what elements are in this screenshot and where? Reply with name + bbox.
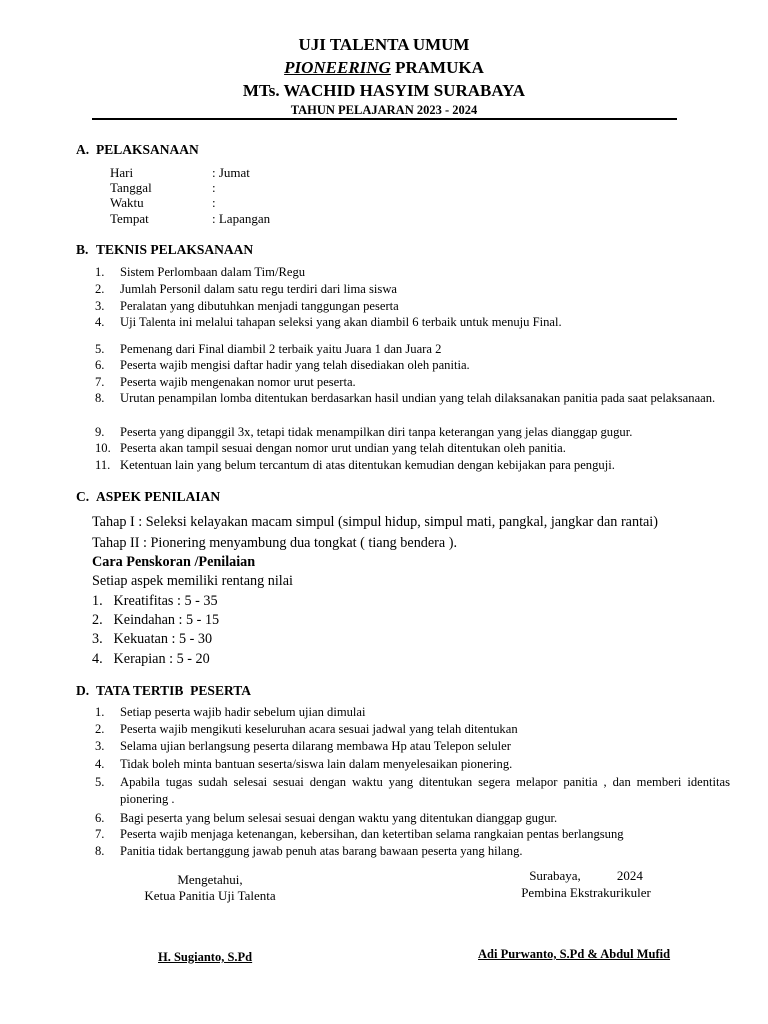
item-number: 3. <box>95 739 105 753</box>
aspect-text: Kekuatan : 5 - 30 <box>113 631 213 647</box>
item-text: Peserta yang dipanggil 3x, tetapi tidak menampilkan diri tanpa keterangan yang jelas dianggap gugur. <box>120 425 633 439</box>
aspect-number: 2. <box>92 612 103 628</box>
item-text: Bagi peserta yang belum selesai sesuai dengan waktu yang ditentukan dianggap gugur. <box>120 811 558 825</box>
item-number: 8. <box>95 391 105 405</box>
item-number: 3. <box>95 299 105 313</box>
aspect-item <box>92 631 212 648</box>
aspect-text: Kreatifitas : 5 - 35 <box>113 593 218 609</box>
item-text: Jumlah Personil dalam satu regu terdiri dari lima siswa <box>120 282 398 296</box>
item-text: Setiap peserta wajib hadir sebelum ujian dimulai <box>120 705 366 719</box>
list-item <box>95 704 730 721</box>
subtitle-italic: PIONEERING <box>284 58 391 77</box>
item-text: Peserta wajib mengisi daftar hadir yang telah disediakan oleh panitia. <box>120 358 470 372</box>
sig-right-line1 <box>486 868 686 884</box>
doc-title: UJI TALENTA UMUM <box>298 35 470 54</box>
aspect-text: Keindahan : 5 - 15 <box>113 612 220 628</box>
doc-subtitle <box>0 58 768 78</box>
row-value-hari: : Jumat <box>212 165 250 180</box>
list-item <box>95 826 730 843</box>
item-number: 5. <box>95 775 105 789</box>
item-text: Peserta wajib mengikuti keseluruhan acara sesuai jadwal yang telah ditentukan <box>120 722 518 736</box>
section-b-letter: B. <box>76 242 89 257</box>
school-name: MTs. WACHID HASYIM SURABAYA <box>242 81 526 100</box>
row-label-tempat: Tempat <box>110 211 149 226</box>
item-text: Apabila tugas sudah selesai sesuai dengan waktu yang ditentukan segera melapor panitia , dan memberi identitas pionering . <box>120 775 730 806</box>
header-rule <box>92 118 677 120</box>
section-c-letter: C. <box>76 489 90 504</box>
item-number: 10. <box>95 441 111 455</box>
section-c-heading <box>76 489 220 505</box>
sig-left-name: H. Sugianto, S.Pd <box>158 950 253 964</box>
row-label-tanggal: Tanggal <box>110 180 152 195</box>
list-item <box>95 264 730 281</box>
section-d-letter: D. <box>76 683 90 698</box>
aspect-item <box>92 651 210 668</box>
item-text: Peserta wajib menjaga ketenangan, kebersihan, dan ketertiban selama rangkaian pentas berlangsung <box>120 827 624 841</box>
list-item <box>95 424 730 441</box>
item-number: 4. <box>95 757 105 771</box>
sig-left-line2: Ketua Panitia Uji Talenta <box>144 888 276 903</box>
list-item <box>95 314 730 331</box>
section-c-title: ASPEK PENILAIAN <box>96 489 221 504</box>
item-text: Tidak boleh minta bantuan seserta/siswa lain dalam menyelesaikan pionering. <box>120 757 513 771</box>
row-label-hari: Hari <box>110 165 134 180</box>
tahap-2: Tahap II : Pionering menyambung dua tongkat ( tiang bendera ). <box>92 535 458 551</box>
item-number: 8. <box>95 844 105 858</box>
item-number: 7. <box>95 375 105 389</box>
section-a-title: PELAKSANAAN <box>96 142 199 157</box>
list-item <box>95 843 730 860</box>
list-item <box>95 721 730 738</box>
item-text: Sistem Perlombaan dalam Tim/Regu <box>120 265 306 279</box>
aspect-item <box>92 593 218 610</box>
aspect-number: 1. <box>92 593 103 609</box>
list-item <box>95 738 730 755</box>
list-item <box>95 390 730 407</box>
section-b-heading <box>76 242 253 258</box>
item-number: 1. <box>95 705 105 719</box>
sig-place: Surabaya, <box>529 868 581 883</box>
item-text: Selama ujian berlangsung peserta dilarang membawa Hp atau Telepon seluler <box>120 739 511 753</box>
list-item <box>95 457 730 474</box>
aspect-number: 3. <box>92 631 103 647</box>
list-item <box>95 810 730 827</box>
item-number: 9. <box>95 425 105 439</box>
sig-year: 2024 <box>616 868 643 883</box>
subtitle-rest: PRAMUKA <box>390 58 484 77</box>
item-text: Panitia tidak bertanggung jawab penuh atas barang bawaan peserta yang hilang. <box>120 844 523 858</box>
item-text: Peserta akan tampil sesuai dengan nomor urut undian yang telah ditentukan oleh panitia. <box>120 441 566 455</box>
sig-right-line2: Pembina Ekstrakurikuler <box>521 885 651 900</box>
item-text: Ketentuan lain yang belum tercantum di atas ditentukan kemudian dengan kebijakan para penguji. <box>120 458 615 472</box>
list-item <box>95 281 730 298</box>
list-item <box>95 756 730 773</box>
scoring-title: Cara Penskoran /Penilaian <box>92 554 256 570</box>
list-item <box>95 440 730 457</box>
list-item <box>95 298 730 315</box>
item-number: 11. <box>95 458 111 472</box>
row-label-waktu: Waktu <box>110 195 144 210</box>
item-number: 2. <box>95 282 105 296</box>
sig-right-name: Adi Purwanto, S.Pd & Abdul Mufid <box>478 947 671 961</box>
item-text: Pemenang dari Final diambil 2 terbaik yaitu Juara 1 dan Juara 2 <box>120 342 442 356</box>
tahap-1: Tahap I : Seleksi kelayakan macam simpul (simpul hidup, simpul mati, pangkal, jangkar dan rantai) <box>92 514 658 530</box>
aspect-item <box>92 612 219 629</box>
row-value-tempat: : Lapangan <box>212 211 271 226</box>
item-number: 6. <box>95 358 105 372</box>
item-text: Peserta wajib mengenakan nomor urut peserta. <box>120 375 356 389</box>
item-number: 6. <box>95 811 105 825</box>
item-number: 5. <box>95 342 105 356</box>
list-item <box>95 341 730 358</box>
item-text: Uji Talenta ini melalui tahapan seleksi yang akan diambil 6 terbaik untuk menuju Final. <box>120 315 562 329</box>
section-a-letter: A. <box>76 142 90 157</box>
item-number: 7. <box>95 827 105 841</box>
aspect-number: 4. <box>92 651 103 667</box>
list-item <box>95 357 730 374</box>
scoring-intro: Setiap aspek memiliki rentang nilai <box>92 573 293 589</box>
item-number: 4. <box>95 315 105 329</box>
section-a-heading <box>76 142 199 158</box>
aspect-text: Kerapian : 5 - 20 <box>113 651 210 667</box>
list-item <box>95 374 730 391</box>
item-number: 2. <box>95 722 105 736</box>
list-item <box>95 774 730 807</box>
academic-year: TAHUN PELAJARAN 2023 - 2024 <box>290 103 478 117</box>
item-text: Urutan penampilan lomba ditentukan berdasarkan hasil undian yang telah dilaksanakan panitia pada saat pelaksanaan. <box>120 391 716 405</box>
item-text: Peralatan yang dibutuhkan menjadi tanggungan peserta <box>120 299 399 313</box>
section-b-title: TEKNIS PELAKSANAAN <box>96 242 254 257</box>
item-number: 1. <box>95 265 105 279</box>
row-value-tanggal: : <box>212 180 216 195</box>
section-d-title: TATA TERTIB PESERTA <box>96 683 251 698</box>
row-value-waktu: : <box>212 195 216 210</box>
sig-left-line1: Mengetahui, <box>177 872 243 887</box>
section-d-heading <box>76 683 251 699</box>
